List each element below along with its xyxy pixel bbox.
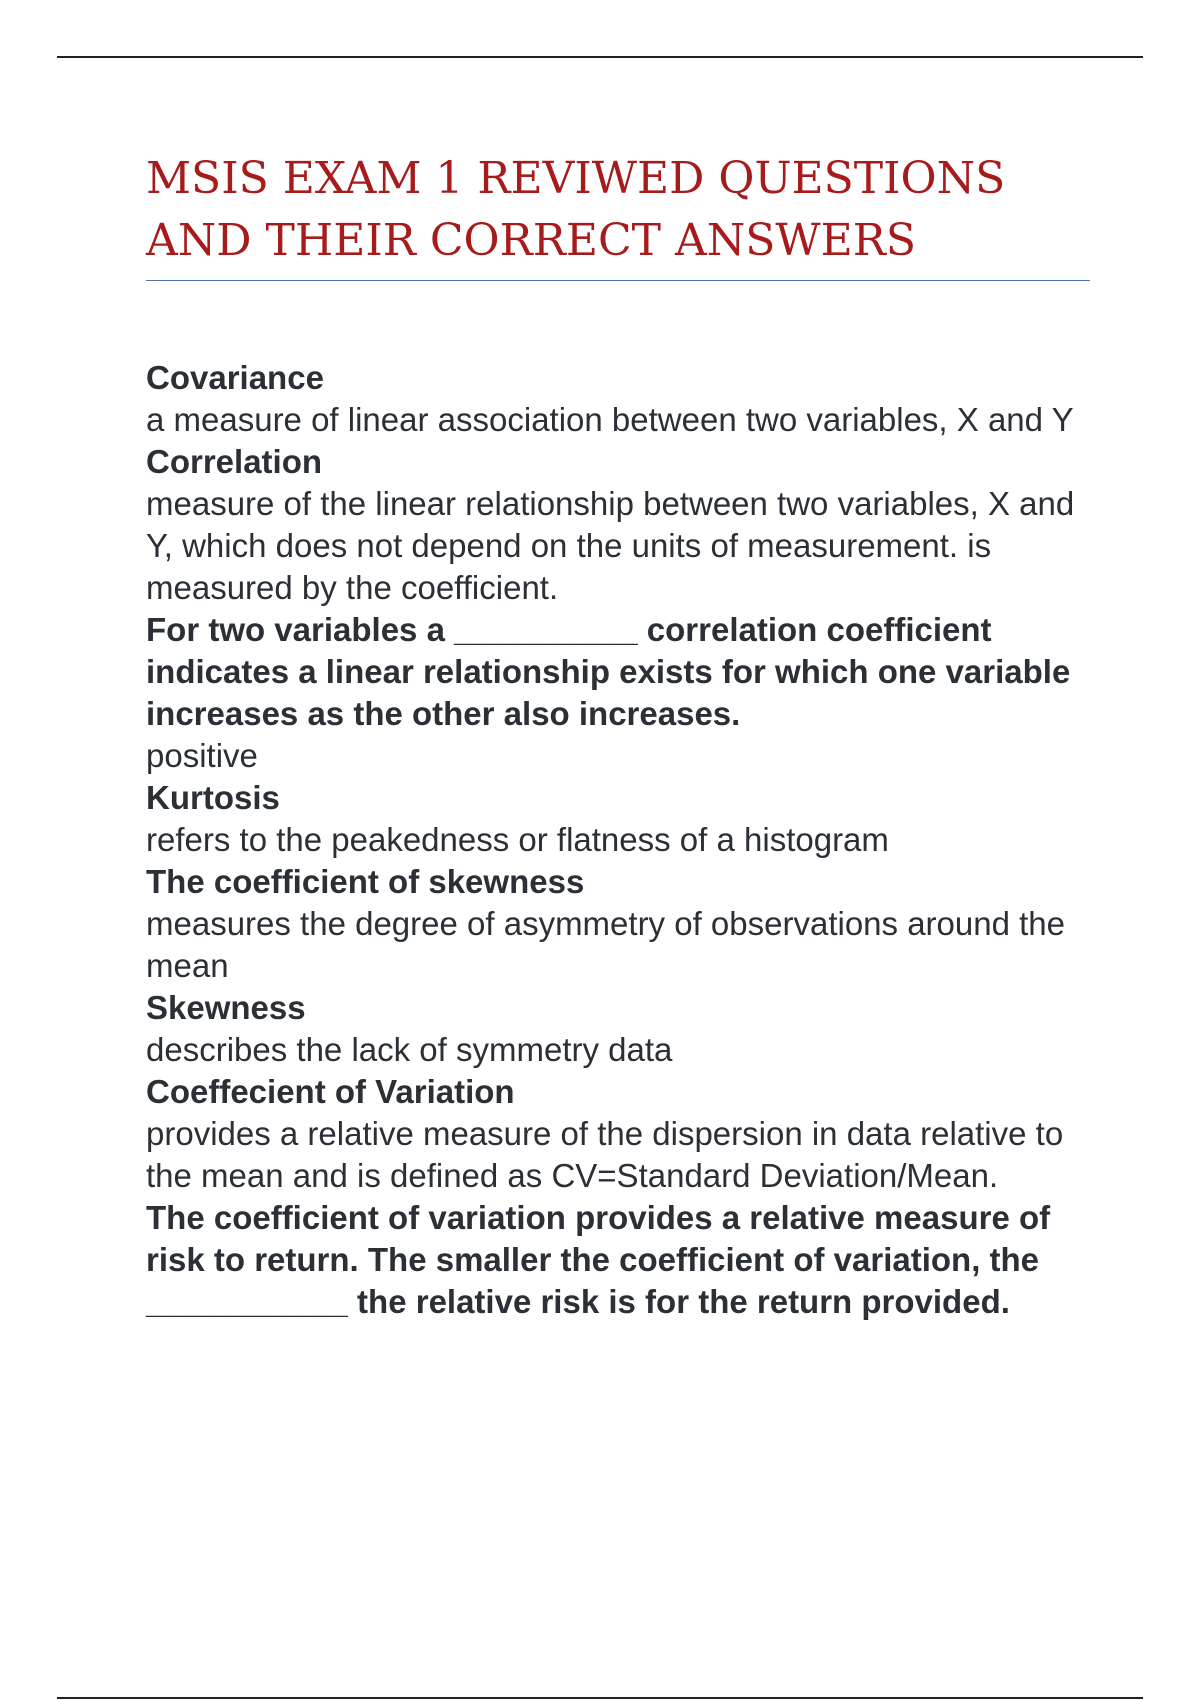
definition-skewness: describes the lack of symmetry data <box>146 1031 673 1068</box>
term-correlation: Correlation <box>146 443 323 480</box>
definition-kurtosis: refers to the peakedness or flatness of a histogram <box>146 821 889 858</box>
qa-list <box>146 357 1090 1323</box>
term-covariance: Covariance <box>146 359 324 396</box>
question-coefficient-of-variation-risk: The coefficient of variation provides a relative measure of risk to return. The smaller the coefficient of variation, the ___________ the relative risk is for the return provided. <box>146 1199 1051 1320</box>
top-rule <box>57 56 1143 58</box>
question-positive-correlation: For two variables a __________ correlation coefficient indicates a linear relationship exists for which one variable increases as the other also increases. <box>146 611 1071 732</box>
document-title: MSIS EXAM 1 REVIWED QUESTIONS AND THEIR CORRECT ANSWERS <box>146 148 1090 281</box>
definition-covariance: a measure of linear association between two variables, X and Y <box>146 401 1074 438</box>
definition-correlation: measure of the linear relationship between two variables, X and Y, which does not depend on the units of measurement. is measured by the coefficient. <box>146 485 1075 606</box>
term-kurtosis: Kurtosis <box>146 779 280 816</box>
answer-positive-correlation: positive <box>146 737 258 774</box>
term-coefficient-of-variation: Coeffecient of Variation <box>146 1073 515 1110</box>
definition-coefficient-of-skewness: measures the degree of asymmetry of observations around the mean <box>146 905 1065 984</box>
definition-coefficient-of-variation: provides a relative measure of the dispersion in data relative to the mean and is defined as CV=Standard Deviation/Mean. <box>146 1115 1064 1194</box>
bottom-rule <box>57 1697 1143 1699</box>
term-coefficient-of-skewness: The coefficient of skewness <box>146 863 585 900</box>
page-content <box>146 148 1090 1323</box>
term-skewness: Skewness <box>146 989 306 1026</box>
